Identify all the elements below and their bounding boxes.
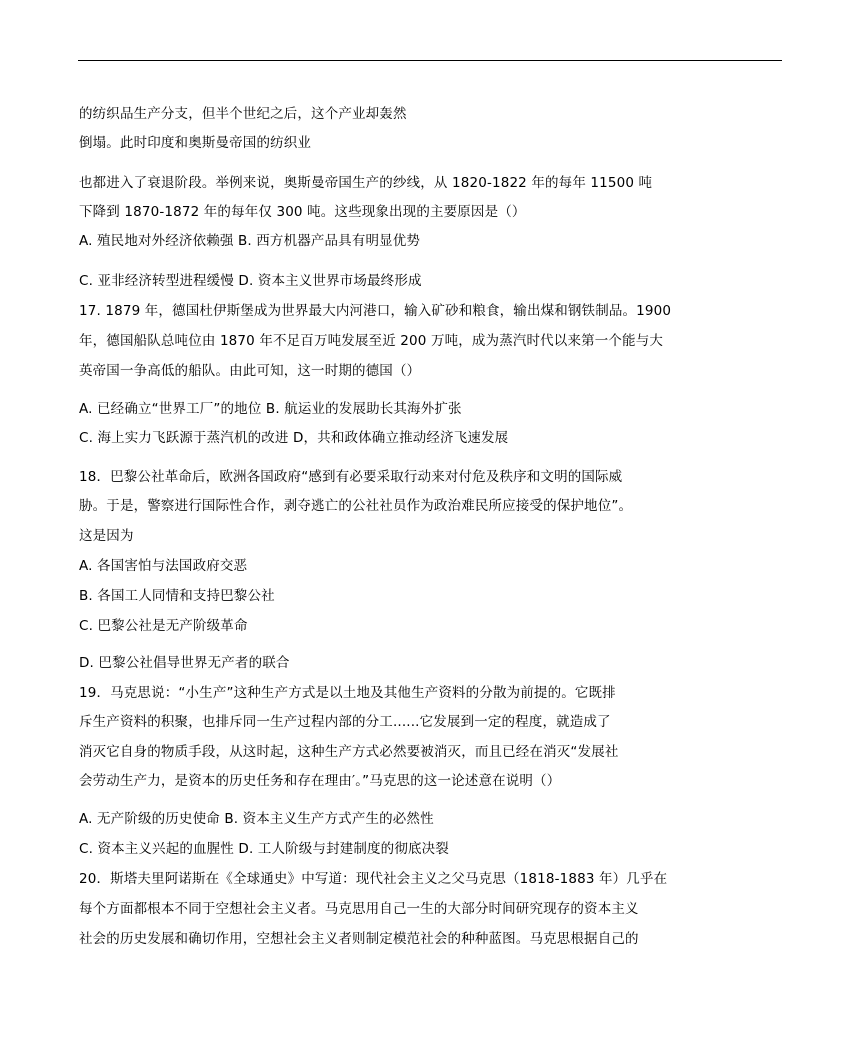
answer-option: A. 无产阶级的历史使命 B. 资本主义生产方式产生的必然性 [79, 811, 434, 827]
answer-option: C. 海上实力飞跃源于蒸汽机的改进 D，共和政体确立推动经济飞速发展 [79, 430, 509, 446]
text-line: 的纺织品生产分支，但半个世纪之后，这个产业却轰然 [79, 106, 407, 122]
text-line: 每个方面都根本不同于空想社会主义者。马克思用自己一生的大部分时间研究现存的资本主义 [79, 901, 639, 917]
question-20: 20．斯塔夫里阿诺斯在《全球通史》中写道：现代社会主义之父马克思（1818-1883 年）几乎在 [79, 871, 668, 887]
answer-option: C. 资本主义兴起的血腥性 D. 工人阶级与封建制度的彻底决裂 [79, 841, 449, 857]
answer-option: C. 亚非经济转型进程缓慢 D. 资本主义世界市场最终形成 [79, 273, 422, 289]
answer-option: D. 巴黎公社倡导世界无产者的联合 [79, 655, 290, 671]
question-19: 19．马克思说：“小生产”这种生产方式是以土地及其他生产资料的分散为前提的。它既排 [79, 685, 616, 701]
text-line: 会劳动生产力，是资本的历史任务和存在理由′。”马克思的这一论述意在说明（） [79, 773, 561, 789]
text-line: 下降到 1870-1872 年的每年仅 300 吨。这些现象出现的主要原因是（） [79, 204, 526, 220]
question-17: 17. 1879 年，德国杜伊斯堡成为世界最大内河港口，输入矿砂和粮食，输出煤和钢铁制品。1900 [79, 303, 672, 319]
text-line: 这是因为 [79, 528, 134, 544]
text-line: 也都进入了衰退阶段。举例来说，奥斯曼帝国生产的纱线，从 1820-1822 年的每年 11500 吨 [79, 175, 653, 191]
text-line: 英帝国一争高低的船队。由此可知，这一时期的德国（） [79, 363, 421, 379]
answer-option: A. 各国害怕与法国政府交恶 [79, 558, 248, 574]
text-line: 斥生产资料的积聚，也排斥同一生产过程内部的分工......它发展到一定的程度，就造成了 [79, 714, 611, 730]
question-18: 18．巴黎公社革命后，欧洲各国政府“感到有必要采取行动来对付危及秩序和文明的国际威 [79, 469, 623, 485]
answer-option: B. 各国工人同情和支持巴黎公社 [79, 588, 275, 604]
header-rule [78, 60, 782, 61]
answer-option: A. 殖民地对外经济依赖强 B. 西方机器产品具有明显优势 [79, 233, 421, 249]
text-line: 消灭它自身的物质手段，从这时起，这种生产方式必然要被消灭，而且已经在消灭“发展社 [79, 744, 619, 760]
text-line: 年，德国船队总吨位由 1870 年不足百万吨发展至近 200 万吨，成为蒸汽时代以来第一个能与大 [79, 333, 663, 349]
text-line: 社会的历史发展和确切作用，空想社会主义者则制定模范社会的种种蓝图。马克思根据自己的 [79, 931, 639, 947]
text-line: 倒塌。此时印度和奥斯曼帝国的纺织业 [79, 135, 312, 151]
answer-option: C. 巴黎公社是无产阶级革命 [79, 618, 248, 634]
answer-option: A. 已经确立“世界工厂”的地位 B. 航运业的发展助长其海外扩张 [79, 401, 462, 417]
text-line: 胁。于是，警察进行国际性合作，剥夺逃亡的公社社员作为政治难民所应接受的保护地位”。 [79, 498, 633, 514]
